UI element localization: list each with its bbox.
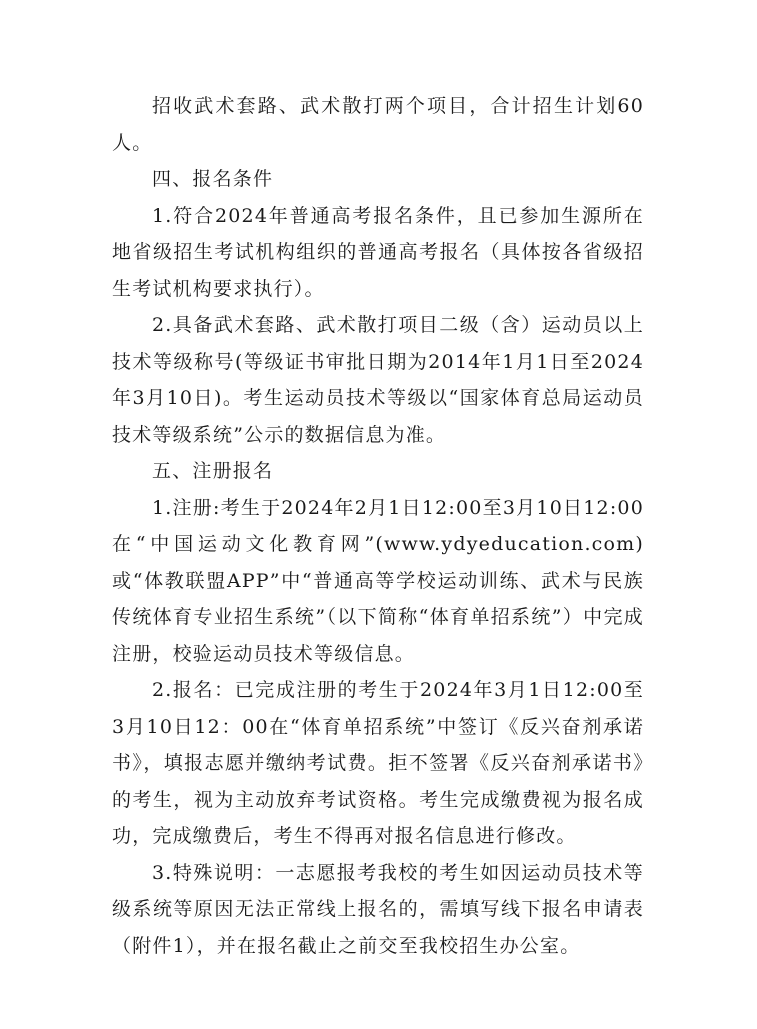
paragraph-condition-2: 2.具备武术套路、武术散打项目二级（含）运动员以上技术等级称号(等级证书审批日期为2014年1月1日至2024年3月10日)。考生运动员技术等级以“国家体育总局运动员技术等级系统”公示的数据信息为准。 xyxy=(112,314,644,446)
paragraph-apply: 2.报名：已完成注册的考生于2024年3月1日12:00至3月10日12：00在“体育单招系统”中签订《反兴奋剂承诺书》，填报志愿并缴纳考试费。拒不签署《反兴奋剂承诺书》的考生，视为主动放弃考试资格。考生完成缴费视为报名成功，完成缴费后，考生不得再对报名信息进行修改。 xyxy=(112,679,644,847)
document-body xyxy=(112,88,644,964)
section-heading-registration-conditions: 四、报名条件 xyxy=(152,168,274,190)
section-heading-register-apply: 五、注册报名 xyxy=(152,460,274,482)
paragraph-special-note: 3.特殊说明：一志愿报考我校的考生如因运动员技术等级系统等原因无法正常线上报名的，需填写线下报名申请表（附件1），并在报名截止之前交至我校招生办公室。 xyxy=(112,861,644,957)
paragraph-enrollment-plan: 招收武术套路、武术散打两个项目，合计招生计划60人。 xyxy=(112,95,644,154)
paragraph-condition-1: 1.符合2024年普通高考报名条件，且已参加生源所在地省级招生考试机构组织的普通高考报名（具体按各省级招生考试机构要求执行）。 xyxy=(112,204,644,300)
paragraph-register: 1.注册:考生于2024年2月1日12:00至3月10日12:00在“中国运动文化教育网”(www.ydyeducation.com)或“体教联盟APP”中“普通高等学校运动训练、武术与民族传统体育专业招生系统”（以下简称“体育单招系统”）中完成注册，校验运动员技术等级信息。 xyxy=(112,496,644,665)
